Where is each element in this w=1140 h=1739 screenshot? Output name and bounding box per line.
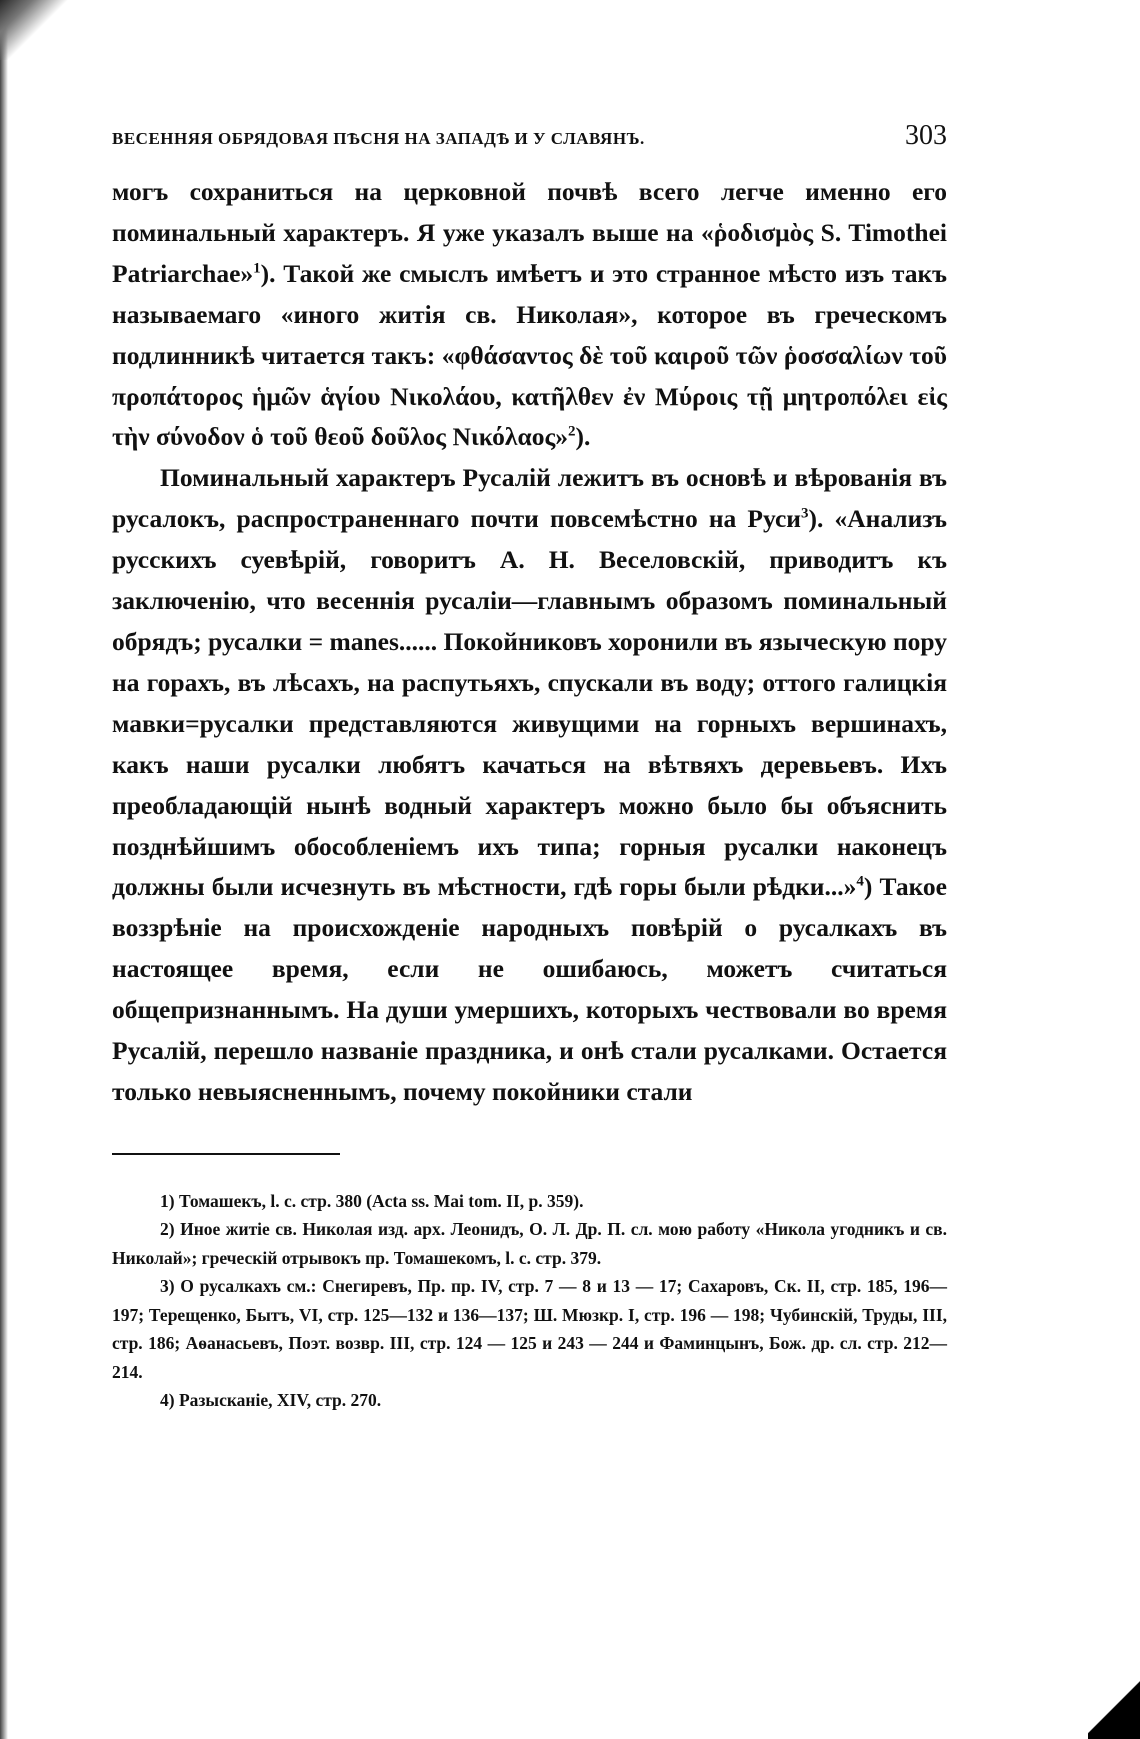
paragraph-1-text: могъ сохраниться на церковной почвѣ всего легче именно его поминальный характеръ. Я уже указалъ выше на «ῥοδισμὸς S. Timothei Patriarchae» bbox=[112, 177, 947, 288]
paragraph-1-text-3: ). bbox=[575, 422, 591, 452]
footnote-ref-1: 1 bbox=[253, 260, 261, 277]
paragraph-2-text-3: ) Такое воззрѣніе на происхожденіе народныхъ повѣрій о русалкахъ въ настоящее время, если не ошибаюсь, можетъ считаться общепризнаннымъ. На души умершихъ, которыхъ чествовали во время Русалій, перешло названіе праздника, и онѣ стали русалками. Остается только невыясненнымъ, почему покойники стали bbox=[112, 872, 947, 1106]
body-text bbox=[112, 172, 947, 1113]
page-number: 303 bbox=[905, 120, 947, 151]
scan-edge-shadow bbox=[0, 0, 8, 1739]
footnote-ref-4: 4 bbox=[856, 873, 864, 890]
scan-corner-shadow-top bbox=[0, 0, 120, 60]
paragraph-2 bbox=[112, 458, 947, 1113]
footnote-ref-2: 2 bbox=[567, 423, 576, 440]
running-title: ВЕСЕННЯЯ ОБРЯДОВАЯ ПѢСНЯ НА ЗАПАДѢ И У СЛАВЯНЪ. bbox=[112, 129, 645, 148]
footnote-3: 3) О русалкахъ см.: Снегиревъ, Пр. пр. IV, стр. 7 — 8 и 13 — 17; Сахаровъ, Ск. II, стр. 185, 196—197; Терещенко, Бытъ, VI, стр. 125—132 и 136—137; Ш. Мюзкр. I, стр. 196 — 198; Чубинскій, Труды, III, стр. 186; Аѳанасьевъ, Поэт. возвр. III, стр. 124 — 125 и 243 — 244 и Фаминцынъ, Бож. др. сл. стр. 212—214. bbox=[112, 1276, 947, 1382]
book-page bbox=[112, 120, 947, 1415]
footnote-rule bbox=[112, 1153, 340, 1155]
footnote-ref-3: 3 bbox=[800, 505, 809, 522]
running-head bbox=[112, 120, 947, 152]
paragraph-2-text: Поминальный характеръ Русалій лежитъ въ основѣ и вѣрованія въ русалокъ, распространеннаго почти повсемѣстно на Руси bbox=[112, 463, 947, 534]
footnote-4: 4) Разысканіе, XIV, стр. 270. bbox=[160, 1390, 382, 1411]
paragraph-1-text-2: ). Такой же смыслъ имѣетъ и это странное мѣсто изъ такъ называемаго «иного житія св. Николая», которое въ греческомъ подлинникѣ читается такъ: «φθάσαντος δὲ τοῦ καιροῦ τῶν ῥοσσαλίων τοῦ προπάτορος ἡμῶν ἁγίου Νικολάου, κατῆλθεν ἐν Μύροις τῇ μητροπόλει εἰς τὴν σύνοδον ὁ τοῦ θεοῦ δοῦλος Νικόλαος» bbox=[112, 258, 947, 452]
scan-corner-shadow-bottom bbox=[1088, 1655, 1140, 1739]
footnote-1: 1) Томашекъ, l. c. стр. 380 (Acta ss. Mai tom. II, p. 359). bbox=[160, 1190, 584, 1211]
paragraph-1 bbox=[112, 172, 947, 458]
footnote-2: 2) Иное житіе св. Николая изд. арх. Леонидъ, О. Л. Др. П. сл. мою работу «Никола угодникъ и св. Николай»; греческій отрывокъ пр. Томашекомъ, l. c. стр. 379. bbox=[112, 1219, 947, 1268]
footnotes bbox=[112, 1187, 947, 1415]
paragraph-2-text-2: ). «Анализъ русскихъ суевѣрій, говоритъ А. Н. Веселовскій, приводитъ къ заключенію, что весеннія русаліи—главнымъ образомъ поминальный обрядъ; русалки = manes...... Покойниковъ хоронили въ языческую пору на горахъ, въ лѣсахъ, на распутьяхъ, спускали въ воду; оттого галицкія мавки=русалки представляются живущими на горныхъ вершинахъ, какъ наши русалки любятъ качаться на вѣтвяхъ деревьевъ. Ихъ преобладающій нынѣ водный характеръ можно было бы объяснить позднѣйшимъ обособленіемъ ихъ типа; горныя русалки наконецъ должны были исчезнуть въ мѣстности, гдѣ горы были рѣдки...» bbox=[112, 504, 948, 902]
